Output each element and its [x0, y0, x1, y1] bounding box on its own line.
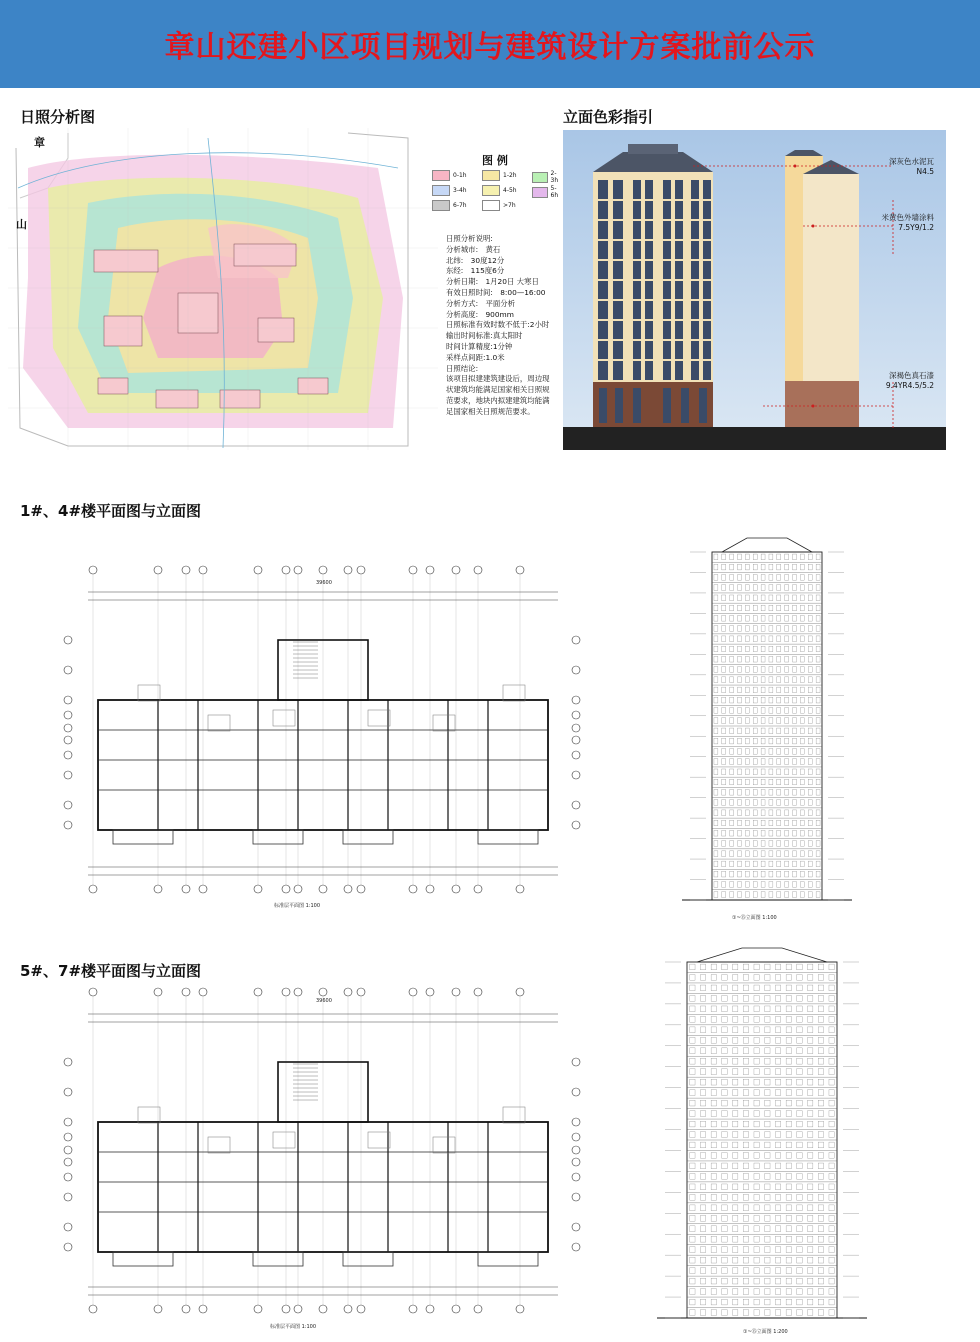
conclusion-heading: 日照结论:: [446, 363, 479, 373]
sunlight-map-drawing: [8, 128, 438, 450]
section-title-sunlight: 日照分析图: [20, 108, 96, 126]
legend-item: >7h: [482, 200, 516, 211]
plan-total-dimension: 39600: [316, 580, 332, 586]
elevation-building-5-7: [645, 940, 885, 1340]
plan-total-dimension: 39600: [316, 998, 332, 1004]
facade-color-label: 深灰色水泥瓦 N4.5: [889, 157, 934, 176]
legend-item: 3-4h: [432, 185, 467, 196]
page-title: 章山还建小区项目规划与建筑设计方案批前公示: [164, 30, 816, 65]
legend-title: 图 例: [482, 154, 508, 167]
facade-color-panel: [563, 130, 946, 450]
notes-line: 输出时间标准:真太阳时: [446, 331, 523, 341]
section-title-facade: 立面色彩指引: [563, 108, 654, 126]
conclusion-text: 该项目拟建建筑建设后，周边现状建筑均能满足国家相关日照规范要求，地块内拟建建筑均能满足国家相关日照规范要求。: [446, 374, 550, 416]
notes-line: 时间计算精度:1分钟: [446, 341, 513, 351]
facade-color-label: 米黄色外墙涂料 7.5Y9/1.2: [881, 213, 934, 232]
legend-item: 1-2h: [482, 170, 517, 181]
legend-swatch: [432, 200, 450, 211]
notes-line: 北纬: 30度12分: [446, 255, 505, 265]
floor-plan-building-5-7: [58, 980, 588, 1335]
header-banner: [0, 0, 980, 88]
notes-line: 采样点间距:1.0米: [446, 352, 505, 362]
plan-caption: 标准层平面图 1:100: [274, 903, 321, 909]
floor-plan-drawing: [58, 550, 588, 915]
elevation-drawing: [645, 940, 885, 1340]
legend-item: 2-3h: [532, 170, 562, 184]
notes-line: 有效日照时间: 8:00—16:00: [446, 287, 546, 297]
notes-line: 分析城市: 黄石: [446, 244, 501, 254]
floor-plan-building-1-4: [58, 550, 588, 915]
elevation-caption: ①~⑮立面图 1:100: [732, 915, 777, 921]
section-title-building-5-7: 5#、7#楼平面图与立面图: [20, 962, 202, 980]
notes-line: 分析方式: 平面分析: [446, 298, 516, 308]
legend-swatch: [532, 187, 548, 198]
facade-render: [563, 130, 946, 450]
site-label-shan: 山: [16, 218, 27, 231]
legend-swatch: [432, 170, 450, 181]
notes-line: 分析日期: 1月20日 大寒日: [446, 277, 539, 287]
plan-caption: 标准层平面图 1:100: [270, 1324, 317, 1330]
legend-item: 5-6h: [532, 185, 562, 199]
legend-item: 6-7h: [432, 200, 467, 211]
legend-swatch: [482, 170, 500, 181]
floor-plan-drawing: [58, 980, 588, 1335]
legend-swatch: [482, 185, 500, 196]
notes-heading: 日照分析说明:: [446, 234, 493, 243]
elevation-caption: ①~⑮立面图 1:200: [743, 1329, 788, 1335]
elevation-drawing: [650, 530, 855, 925]
notes-line: 东经: 115度6分: [446, 266, 505, 276]
sunlight-notes: [446, 234, 550, 418]
facade-color-label: 深褐色真石漆 9.4YR4.5/5.2: [885, 371, 934, 390]
notes-line: 分析高度: 900mm: [446, 309, 514, 319]
section-title-building-1-4: 1#、4#楼平面图与立面图: [20, 502, 202, 520]
legend-item: 4-5h: [482, 185, 517, 196]
legend-swatch: [432, 185, 450, 196]
notes-line: 日照标准有效时数不低于:2小时: [446, 320, 550, 330]
legend-swatch: [532, 172, 548, 183]
legend-item: 0-1h: [432, 170, 467, 181]
legend-swatch: [482, 200, 500, 211]
site-label-zhang: 章: [34, 136, 45, 149]
elevation-building-1-4: [650, 530, 855, 925]
